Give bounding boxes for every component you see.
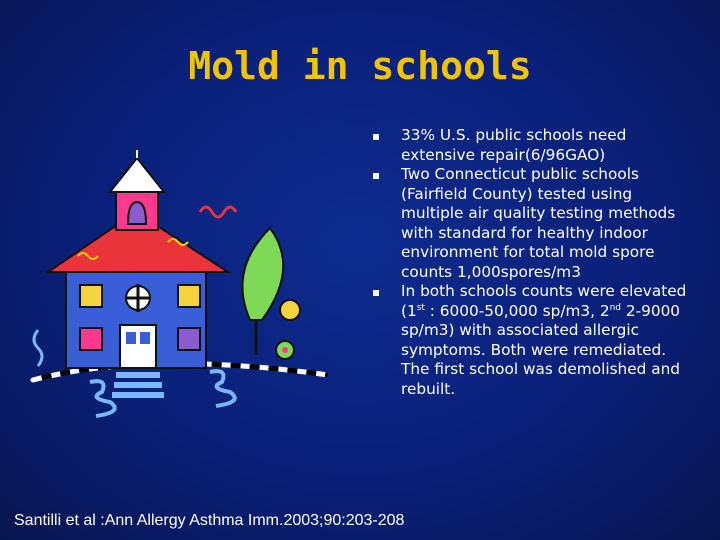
bullet-marker <box>373 290 379 296</box>
bullet-item <box>373 126 693 165</box>
window <box>178 328 200 350</box>
superscript: st <box>416 302 425 313</box>
bullet-text: : 6000-50,000 sp/m3, 2 <box>424 301 610 320</box>
superscript: nd <box>609 302 621 313</box>
window <box>80 328 102 350</box>
bullet-text: In both schools counts were elevated (1 <box>401 282 687 320</box>
citation-footer: Santilli et al :Ann Allergy Asthma Imm.2003;90:203-208 <box>14 512 405 529</box>
tree <box>242 228 283 320</box>
bullet-text: 2-9000 sp/m3) with associated allergic symptoms. Both were remediated. The first school was demolished and rebuilt. <box>401 301 681 398</box>
flower <box>280 300 300 320</box>
bullet-text: 33% U.S. public schools need extensive repair(6/96GAO) <box>401 126 627 164</box>
bell-icon <box>128 202 146 224</box>
bullet-text: Two Connecticut public schools (Fairfield County) tested using multiple air quality testing methods with standard for healthy indoor environment for total mold spore counts 1,000spores/m3 <box>401 165 676 281</box>
bullet-list <box>373 126 693 399</box>
school-house-illustration <box>28 150 328 440</box>
bullet-item <box>373 282 693 399</box>
bullet-item <box>373 165 693 282</box>
window <box>80 285 102 307</box>
slide-title: Mold in schools <box>188 44 532 88</box>
window <box>178 285 200 307</box>
door <box>120 325 156 368</box>
bullet-marker <box>373 134 379 140</box>
bullet-marker <box>373 173 379 179</box>
